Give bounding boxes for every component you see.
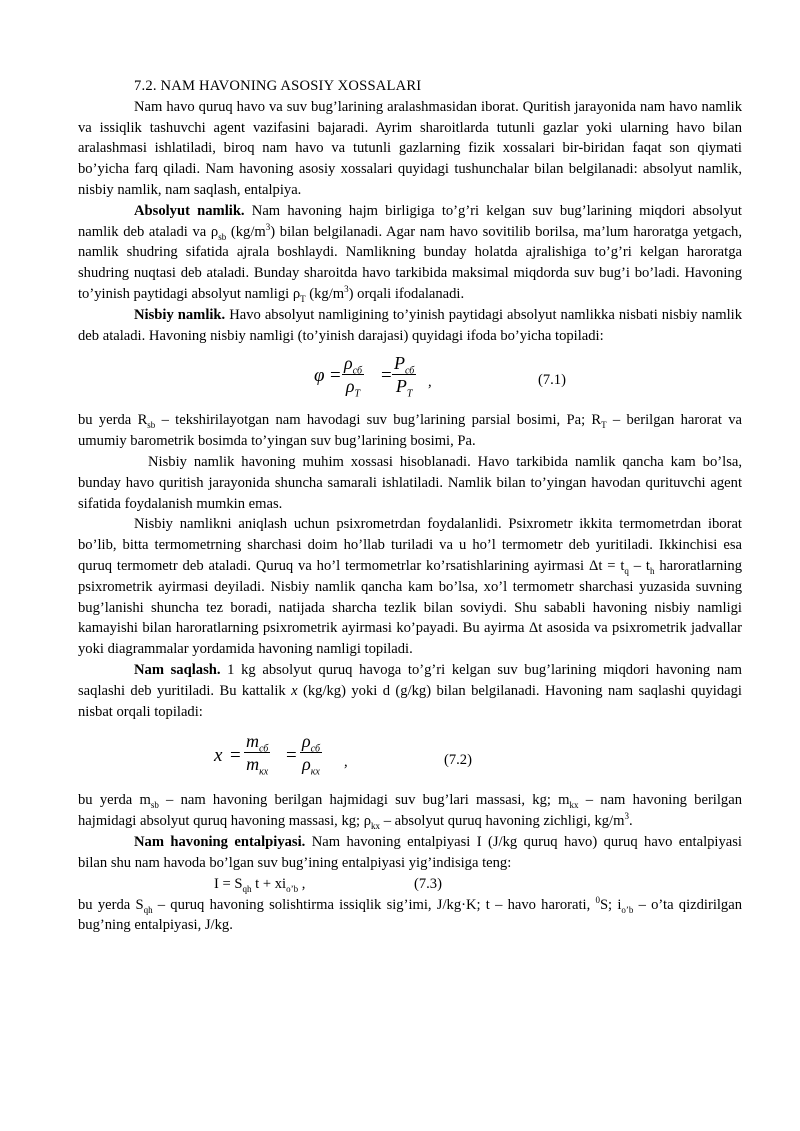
- relative-humidity-importance-paragraph: Nisbiy namlik havoning muhim xossasi hisoblanadi. Havo tarkibida namlik qancha kam bo’lsa, bunday havo quritish jarayonida shuncha samarali ishlatiladi. Namlik bilan to’yingan havodan qurituvchi agent sifatida foydalanish mumkin emas.: [78, 453, 742, 512]
- document-page: [78, 76, 742, 936]
- fraction-rho: $\rho_{сб}$ $\rho_T$: [344, 353, 362, 400]
- equation-number-7-2: (7.2): [444, 752, 472, 769]
- formula-x: x: [214, 745, 223, 767]
- equation-number-7-1: (7.1): [538, 372, 566, 389]
- relative-humidity-heading: Nisbiy namlik.: [134, 306, 226, 323]
- formula-phi: φ: [314, 365, 325, 387]
- moisture-content-paragraph: Nam saqlash. 1 kg absolyut quruq havoga to’g’ri kelgan suv bug’larining miqdori havoning nam saqlashi deb yuritiladi. Bu kattalik x (kg/kg) yoki d (g/kg) bilan belgilanadi. Havoning nam saqlashi quyidagi nisbat orqali topiladi:: [78, 661, 742, 720]
- fraction-pressure: $P_{сб}$ $P_T$: [394, 353, 415, 400]
- relative-humidity-paragraph: Nisbiy namlik. Havo absolyut namligining to’yinish paytidagi absolyut namlikka nisbati nisbiy namlik deb ataladi. Havoning nisbiy namligi (to’yinish darajasi) quyidagi ifoda bo’yicha topiladi:: [78, 306, 742, 344]
- absolute-humidity-paragraph: Absolyut namlik. Nam havoning hajm birligiga to’g’ri kelgan suv bug’larining miqdori absolyut namlik deb ataladi va $\rho_{sb}$ $(kg/m^3)$ bilan belgilanadi. Agar nam havo sovitilib borilsa, ma’lum haroratga yetgach, namlik shudring sifatida ajrala boshlaydi. Namlikning bunday holatda ajralishiga to’g’ri kelgan haroratga shudring nuqtasi deb ataladi. Bunday sharoitda havo tarkibida maksimal miqdorda suv bug’i bo’ladi. Havoning to’yinish paytidagi absolyut namligi $\rho_T$ $(kg/m^3)$ orqali ifodalanadi.: [78, 202, 742, 304]
- formula-7-2-explanation: bu yerda $m_{sb}$ – nam havoning berilgan hajmidagi suv bug’lari massasi, kg; $m_{kx}$ – nam havoning berilgan hajmidagi absolyut quruq havoning massasi, kg; $\rho_{kx}$ – absolyut quruq havoning zichligi, $kg/m^3$.: [78, 792, 742, 832]
- moisture-content-heading: Nam saqlash.: [134, 661, 221, 678]
- formula-7-1: φ = $\rho_{сб}$ $\rho_T$ = $P_{сб}$ $P_T$ , (7.1): [314, 353, 566, 400]
- enthalpy-paragraph: Nam havoning entalpiyasi. Nam havoning entalpiyasi I (J/kg quruq havo) quruq havo entalpiyasi bilan shu nam havoda bo’lgan suv bug’ining entalpiyasi yig’indisiga teng:: [78, 833, 742, 871]
- equation-number-7-3: (7.3): [414, 875, 442, 892]
- formula-7-3: $I = S_{qh}$ $t + xi_{o’b}$ , (7.3): [214, 875, 442, 894]
- absolute-humidity-heading: Absolyut namlik.: [134, 202, 245, 219]
- section-title: 7.2. NAM HAVONING ASOSIY XOSSALARI: [134, 78, 422, 94]
- formula-7-3-explanation: bu yerda $S_{qh}$ – quruq havoning solishtirma issiqlik sig’imi, J/kg·K; t – havo harorati, $^0$S; $i_{o’b}$ – o’ta qizdirilgan bug’ning entalpiyasi, J/kg.: [78, 894, 742, 934]
- enthalpy-heading: Nam havoning entalpiyasi.: [134, 833, 306, 850]
- fraction-mass: $m_{сб}$ $m_{кх}$: [246, 731, 269, 778]
- formula-7-2: x = $m_{сб}$ $m_{кх}$ = $\rho_{сб}$ $\rho_{кх}$ , (7.2): [214, 731, 472, 778]
- intro-paragraph: Nam havo quruq havo va suv bug’larining aralashmasidan iborat. Quritish jarayonida nam havo namlik va issiqlik tashuvchi agent vazifasini bajaradi. Ayrim sharoitlarda tutunli gazlar yoki ularning havo bilan aralashmasi ishlatiladi, biroq nam havo va tutunli gazlarning fizik xossalari bir-biridan faqat son qiymati bo’yicha farq qiladi. Nam havoning asosiy xossalari quyidagi tushunchalar bilan belgilanadi: absolyut namlik, nisbiy namlik, nam saqlash, entalpiya.: [78, 98, 742, 198]
- formula-7-1-explanation: bu yerda $R_{sb}$ – tekshirilayotgan nam havodagi suv bug’larining parsial bosimi, Pa; $R_T$ – berilgan harorat va umumiy barometrik bosimda to’yingan suv bug’larining bosimi, Pa.: [78, 412, 742, 450]
- psychrometer-paragraph: Nisbiy namlikni aniqlash uchun psixrometrdan foydalanlidi. Psixrometr ikkita termometrdan iborat bo’lib, bitta termometrning sharchasi doim ho’llab turiladi va u ho’l termometr deb yuritiladi. Ikkinchisi esa quruq termometr deb ataladi. Quruq va ho’l termometrlar ko’rsatishlarining ayirmasi $\Delta t = t_q - t_h$ haroratlarning psixrometrik ayirmasi deyiladi. Nisbiy namlik qancha kam bo’lsa, xo’l termometr sharchasi yuzasida suvning bug’lanishi shuncha tez boradi, natijada sharcha tezlik bilan soviydi. Shu sababli havoning nisbiy namligi kamayishi bilan haroratlarning psixrometrik ayirmasi ko’payadi. Bu ayirma Δt asosida va psixrometrik jadvallar yoki diagrammalar yordamida havoning namligi topiladi.: [78, 516, 743, 658]
- fraction-density: $\rho_{сб}$ $\rho_{кх}$: [302, 731, 320, 778]
